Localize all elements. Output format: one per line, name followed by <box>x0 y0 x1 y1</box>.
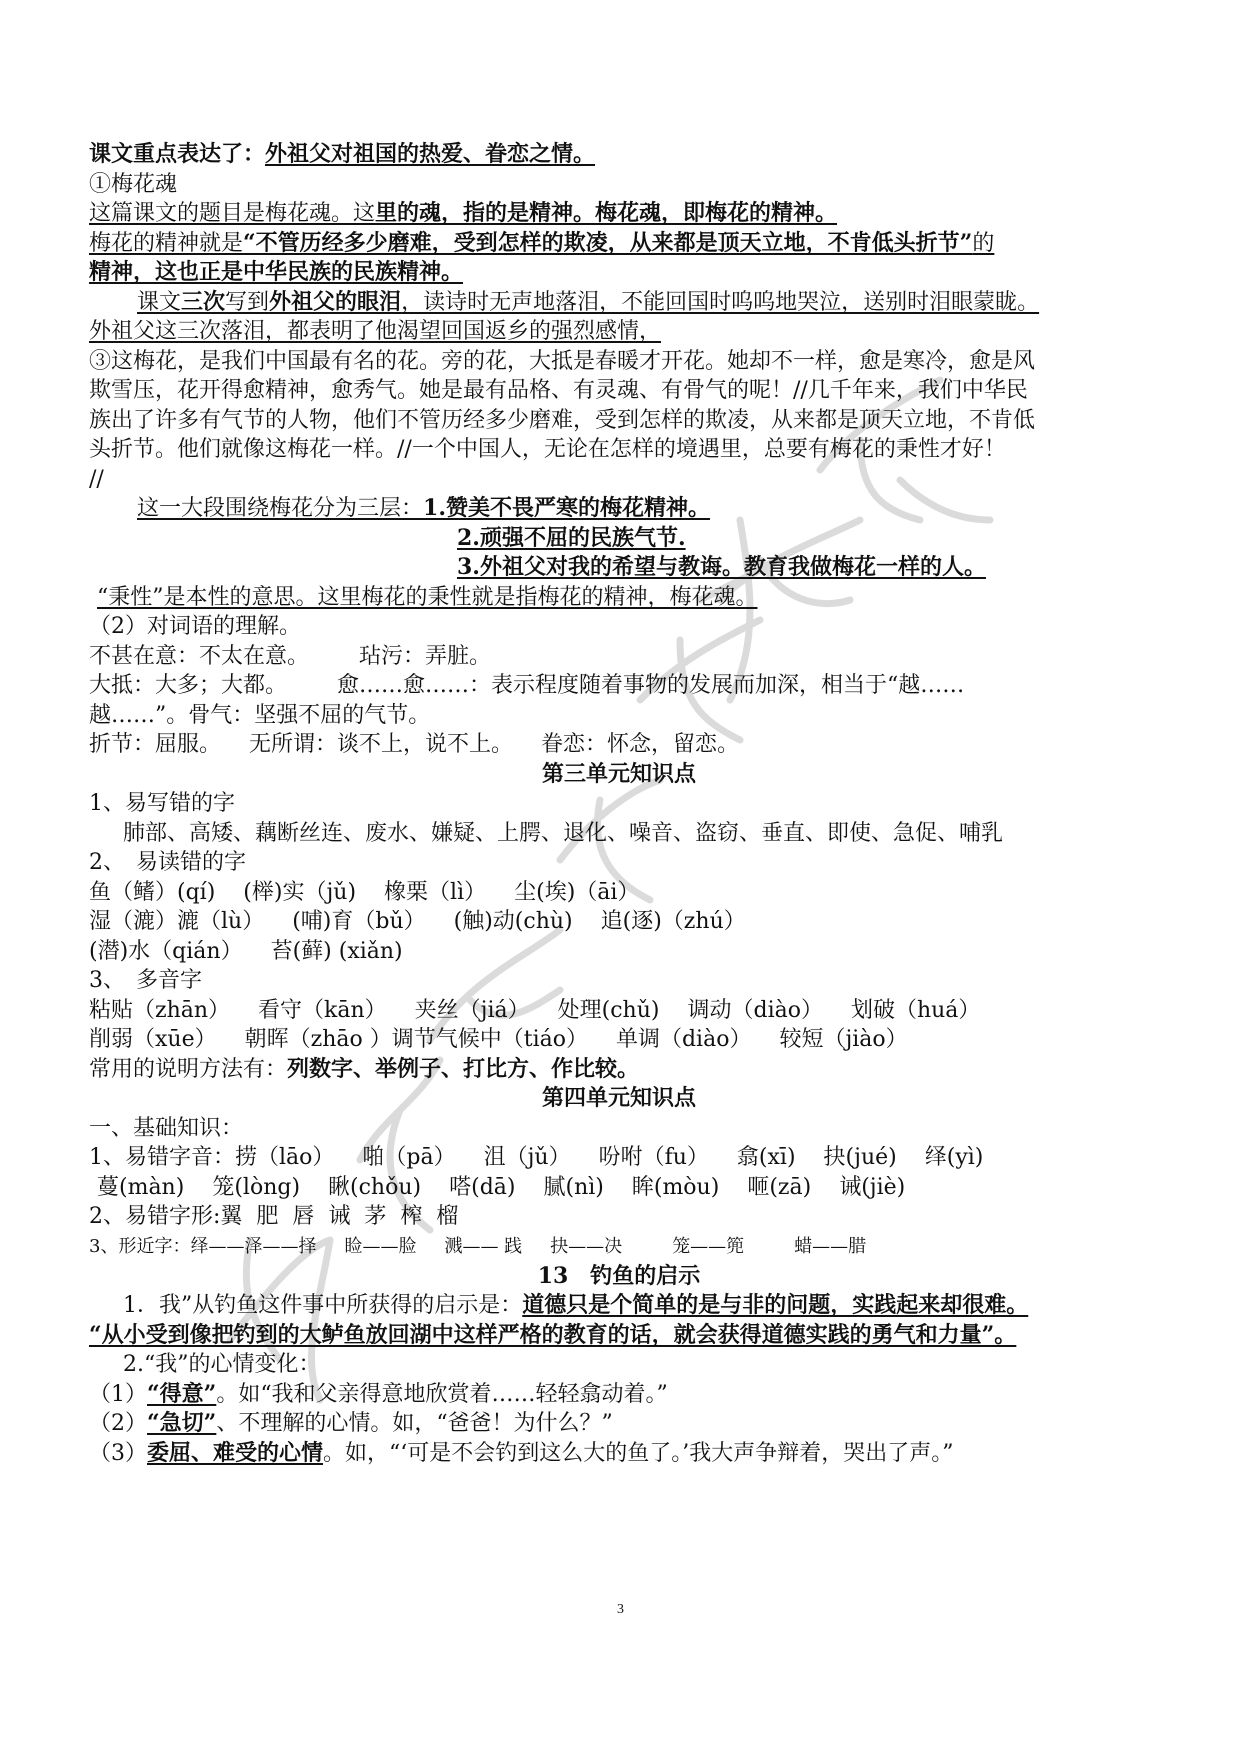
text-span: “得意” <box>147 1380 217 1407</box>
text-span: 蔓(màn) <box>97 1174 185 1200</box>
document-body <box>89 140 1149 1468</box>
text-span: 绎(yì) <box>924 1145 984 1170</box>
paragraph-3-line-4: 头折节。他们就像这梅花一样。//一个中国人，无论在怎样的境遇里，总要有梅花的秉性才好！ <box>89 437 1006 462</box>
text-span: 咂(zā) <box>747 1174 812 1200</box>
text-span: 这一大段围绕梅花分为三层： <box>137 496 424 521</box>
unit3-methods <box>89 1055 1149 1085</box>
text-span: 玷污：弄脏。 <box>359 643 492 669</box>
unit3-section-3: 3、 多音字 <box>89 968 202 993</box>
tears-summary: 外祖父这三次落泪，都表明了他渴望回国返乡的强烈感情， <box>89 319 662 344</box>
text-span: 鱼（鳍）(qí) <box>89 879 216 905</box>
text-span: 课文 <box>137 289 182 315</box>
text-span: 。如，“‘可是不会钓到这么大的鱼了。’我大声争辩着，哭出了声。” <box>323 1440 954 1466</box>
text-span: 折节：屈服。 <box>89 732 222 757</box>
text-span: 尘(埃)（āi） <box>514 879 640 905</box>
text-span: 翕(xī) <box>736 1145 796 1170</box>
text-span: 啪（pā） <box>362 1145 456 1170</box>
text-span: 翼 肥 唇 诫 茅 榨 榴 <box>220 1204 459 1229</box>
text-span: （2） <box>89 1411 147 1436</box>
text-span: 里的魂，指的是精神。梅花魂，即梅花的精神。 <box>375 200 838 226</box>
text-span: 列数字、举例子、打比方、作比较。 <box>287 1055 640 1082</box>
vocab-line-1 <box>89 642 1149 672</box>
unit3-title: 第三单元知识点 <box>541 760 696 787</box>
text-span: 橡栗（lì） <box>384 879 487 905</box>
text-span: (哺)育（bǔ） <box>292 909 426 934</box>
text-span: 削弱（xūe） <box>89 1027 217 1052</box>
layers-line-3: 3.外祖父对我的希望与教诲。教育我做梅花一样的人。 <box>457 554 986 580</box>
text-span: 3、形近字： <box>89 1235 191 1257</box>
lesson13-q1 <box>89 1291 1149 1321</box>
text-span: 吩咐（fu） <box>598 1145 709 1170</box>
unit4-title: 第四单元知识点 <box>541 1085 696 1111</box>
text-span: 三次 <box>181 288 226 315</box>
text-span: 愈……愈……：表示程度随着事物的发展而加深，相当于“越…… <box>337 673 965 698</box>
text-span: 1．我”从钓鱼这件事中所获得的启示是： <box>123 1293 523 1318</box>
text-span: 睑——脸 <box>344 1235 417 1257</box>
unit3-reading-row-1 <box>89 878 1149 908</box>
text-span: 的 <box>972 230 995 256</box>
text-span: 1、易错字音： <box>89 1145 235 1170</box>
lesson13-q1-line2: “从小受到像把钓到的大鲈鱼放回湖中这样严格的教育的话，就会获得道德实践的勇气和力量”。 <box>89 1321 1017 1348</box>
unit3-section-1: 1、易写错的字 <box>89 791 235 816</box>
text-span: 嗒(dā) <box>449 1174 516 1200</box>
text-span: 写到 <box>225 289 270 315</box>
lesson13-mood-2 <box>89 1409 1149 1439</box>
text-span: 1.赞美不畏严寒的梅花精神。 <box>423 495 710 521</box>
subheading-meihuahun: ①梅花魂 <box>89 171 178 197</box>
text-span: 委屈、难受的心情 <box>147 1439 324 1466</box>
unit3-polyphone-row-2 <box>89 1025 1149 1055</box>
text-span: “不管历经多少磨难，受到怎样的欺凌，从来都是顶天立地，不肯低头折节” <box>243 229 973 256</box>
text-span: 瞅(chǒu) <box>328 1174 422 1200</box>
summary-prefix: 课文重点表达了： <box>89 141 266 167</box>
vocab-line-2 <box>89 671 1149 701</box>
text-span: 无所谓：谈不上，说不上。 <box>249 732 514 757</box>
tears-line <box>89 288 1149 318</box>
paragraph-3-line-1: ③这梅花，是我们中国最有名的花。旁的花，大抵是春暖才开花。她却不一样，愈是寒冷，愈是风 <box>89 348 1036 374</box>
unit4-pron-row-1 <box>89 1143 1149 1173</box>
summary-line <box>89 140 1149 170</box>
text-span: 、不理解的心情。如，“爸爸！为什么？” <box>216 1411 613 1436</box>
paragraph-3-line-3: 族出了许多有气节的人物，他们不管历经多少磨难，受到怎样的欺凌，从来都是顶天立地，不肯低 <box>89 407 1036 433</box>
unit3-words: 肺部、高矮、藕断丝连、废水、嫌疑、上腭、退化、噪音、盗窃、垂直、即使、急促、哺乳 <box>123 820 1004 846</box>
text-span: (潜)水（qián） <box>89 938 243 964</box>
unit4-form-row <box>89 1202 1149 1232</box>
text-span: 蜡——腊 <box>794 1235 867 1257</box>
text-span: (榉)实（jǔ) <box>243 879 357 905</box>
text-span: 2、易错字形: <box>89 1204 221 1229</box>
lesson13-q2: 2.“我”的心情变化： <box>123 1352 321 1377</box>
text-span: 眸(mòu) <box>631 1174 720 1200</box>
text-span: 苔(藓) (xiǎn) <box>270 938 403 964</box>
text-span: 溅—— 践 <box>444 1235 523 1257</box>
text-span: （3） <box>89 1440 147 1466</box>
unit4-similar-row <box>89 1232 1149 1262</box>
lesson13-title: 13 钓鱼的启示 <box>537 1262 701 1289</box>
layers-line-1 <box>89 494 1149 524</box>
text-span: 粘贴（zhān） <box>89 997 231 1023</box>
unit3-section-2: 2、 易读错的字 <box>89 850 246 875</box>
text-span: 沮（jǔ） <box>483 1145 571 1170</box>
text-span: 看守（kān） <box>258 997 387 1023</box>
text-span: 腻(nì) <box>543 1174 604 1200</box>
text-span: 调动（diào） <box>687 997 823 1023</box>
text-span: （1） <box>89 1381 147 1407</box>
text-span: 。如“我和父亲得意地欣赏着……轻轻翕动着。” <box>216 1381 668 1407</box>
layers-line-2: 2.顽强不屈的民族气节. <box>457 524 686 551</box>
text-span: 湿（漉）漉（lù） <box>89 909 265 934</box>
lesson13-mood-3 <box>89 1439 1149 1469</box>
text-span: 梅花的精神就是 <box>89 230 244 256</box>
vocab-heading: （2）对词语的理解。 <box>89 614 301 639</box>
unit4-pron-row-2 <box>89 1173 1149 1203</box>
text-span: 抉——决 <box>550 1235 623 1257</box>
unit4-basic: 一、基础知识： <box>89 1115 244 1141</box>
paragraph-3-line-2: 欺雪压，花开得愈精神，愈秀气。她是最有品格、有灵魂、有骨气的呢！//几千年来，我们中华民 <box>89 378 1028 403</box>
text-span: (触)动(chù) <box>453 909 573 934</box>
text-span: 眷恋：怀念，留恋。 <box>541 732 740 757</box>
spirit-line <box>89 229 1149 259</box>
text-span: 外祖父的眼泪 <box>269 288 402 315</box>
vocab-line-3: 越……”。骨气：坚强不屈的气节。 <box>89 702 431 728</box>
bingxing-line: “秉性”是本性的意思。这里梅花的秉性就是指梅花的精神，梅花魂。 <box>97 584 758 610</box>
text-span: 划破（huá） <box>850 997 981 1023</box>
text-span: 夹丝（jiá） <box>414 997 530 1023</box>
text-span: 大抵：大多；大都。 <box>89 673 288 698</box>
text-span: 捞（lāo） <box>235 1145 335 1170</box>
text-span: 不甚在意：不太在意。 <box>89 643 310 669</box>
unit3-reading-row-3 <box>89 937 1149 967</box>
national-spirit-line: 精神，这也正是中华民族的民族精神。 <box>89 259 464 285</box>
summary-bold: 外祖父对祖国的热爱、眷恋之情。 <box>265 141 596 167</box>
text-span: 朝晖（zhāo ）调节气候中（tiáo） <box>244 1027 588 1052</box>
text-span: 较短（jiào） <box>779 1027 908 1052</box>
text-span: 处理(chǔ) <box>557 997 660 1023</box>
page-number: 3 <box>617 1602 624 1617</box>
text-span: “急切” <box>147 1410 217 1436</box>
unit3-reading-row-2 <box>89 907 1149 937</box>
text-span: 抉(jué) <box>823 1145 897 1170</box>
paragraph-3-line-5: // <box>89 466 104 492</box>
text-span: 道德只是个简单的是与非的问题，实践起来却很难。 <box>522 1292 1029 1318</box>
text-span: 常用的说明方法有： <box>89 1056 288 1082</box>
text-span: ，读诗时无声地落泪，不能回国时呜呜地哭泣，送别时泪眼蒙眬。 <box>401 289 1040 315</box>
text-span: 诫(jiè) <box>839 1174 906 1200</box>
text-span: 这篇课文的题目是梅花魂。这 <box>89 201 376 226</box>
text-span: 笼(lòng) <box>212 1174 301 1200</box>
lesson13-mood-1 <box>89 1380 1149 1410</box>
title-explanation <box>89 199 1149 229</box>
text-span: 笼——篼 <box>672 1235 745 1257</box>
text-span: 单调（diào） <box>615 1027 752 1052</box>
unit3-polyphone-row-1 <box>89 996 1149 1026</box>
vocab-line-4 <box>89 730 1149 760</box>
text-span: 追(逐)（zhú） <box>600 909 746 934</box>
text-span: 绎——泽——择 <box>190 1235 317 1257</box>
